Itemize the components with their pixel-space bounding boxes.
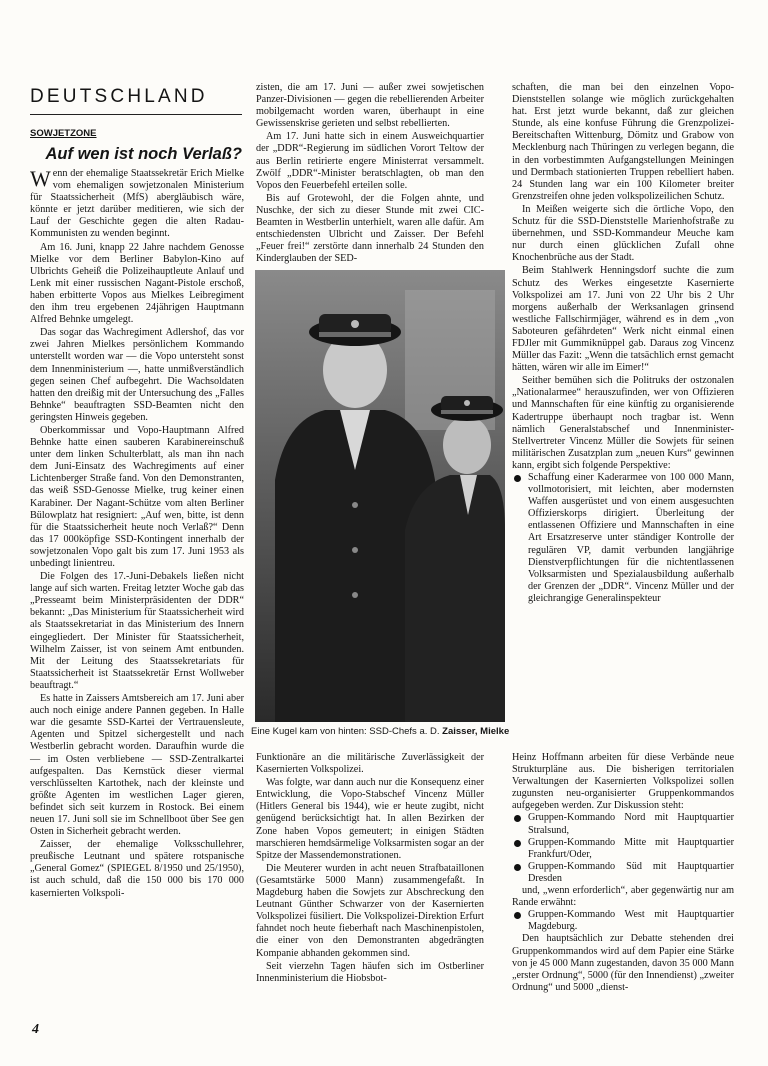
paragraph: schaften, die man bei den einzelnen Vopo-Dienststellen solange wie möglich zurückgehalten hat. Erst jetzt wurde bekannt, daß zur gleichen Stunde, als eine konfuse Führung die Grenzpolizei-Bereitschaften Wittenburg, Dömitz und Grabow von Mecklenburg nach Thüringen zu verlegen begann, die in den vorbestimmten Aufgangstellungen Meiningen und Dermbach stationierten Truppen rebelliert haben. 24 Stunden lang war ein 100 Kilometer breiter Grenzstreifen ohne jeden volkspolizeilichen Schutz. <box>512 82 734 202</box>
headline: Auf wen ist noch Verlaß? <box>45 145 242 163</box>
article-column-2-top <box>256 82 484 265</box>
paragraph: Den hauptsächlich zur Debatte stehenden drei Gruppenkommandos wird auf dem Papier eine Stärke von je 45 000 Mann zugestanden, davon 35 000 Mann „erster Ordnung“, 5000 (für den Innendienst) „zweiter Ordnung“ und 5000 „dienst- <box>512 933 734 993</box>
bullet-item: Gruppen-Kommando Süd mit Hauptquartier Dresden <box>512 861 734 885</box>
paragraph: Seither bemühen sich die Politruks der ostzonalen „Nationalarmee“ herauszufinden, wer von Offizieren und Mannschaften für eine künftig zu organisierende Kadertruppe überhaupt noch tragbar ist. Wenn nämlich Generalstabschef und Innenminister-Stellvertreter Vincenz Müller die Sowjets für seinen militärischen Zusatzplan zum „neuen Kurs“ gewinnen kann, ergibt sich folgende Perspektive: <box>512 375 734 471</box>
press-photo <box>255 270 505 722</box>
bullet-item: Gruppen-Kommando Nord mit Hauptquartier Stralsund, <box>512 812 734 836</box>
paragraph: und, „wenn erforderlich“, aber gegenwärtig nur am Rande erwähnt: <box>512 885 734 909</box>
paragraph: Was folgte, war dann auch nur die Konsequenz einer Entwicklung, die Vopo-Stabschef Vincenz Müller (Hitlers General bis 1944), wie er heute zugibt, nicht genügend berücksichtigt hat. In allen Bezirken der Zone haben Vopos gemeutert; in einigen Städten marschieren hemdsärmelige Volksarmisten sogar an der Spitze der Massendemonstrationen. <box>256 777 484 861</box>
section-title: DEUTSCHLAND <box>30 86 208 107</box>
bullet-item: Schaffung einer Kaderarmee von 100 000 Mann, vollmotorisiert, mit leichten, aber modernsten Waffen ausgerüstet und von einem ausgesuchten Offizierskorps dirigiert. Überleitung der entlassenen Offiziere und Mannschaften in eine Art Ersatzreserve unter ständiger Kontrolle der regulären VP, damit verbunden langjährige Dienstverpflichtungen für die nichtentlassenen Volksarmisten und Spezialausbildung außerhalb der Grenzen der „DDR“. Vincenz Müller und der gleichrangige Generalinspekteur <box>512 472 734 605</box>
article-column-2-bottom <box>256 752 484 985</box>
bullet-item: Gruppen-Kommando Mitte mit Hauptquartier Frankfurt/Oder, <box>512 837 734 861</box>
paragraph: Bis auf Grotewohl, der die Folgen ahnte, und Nuschke, der sich zu dieser Stunde mit zwei CIC-Beamten in Westberlin unterhielt, waren alle dafür. Am entschiedensten Ulbricht und Zaisser. Der Befehl „Feuer frei!“ zerstörte dann innerhalb 24 Stunden den Kinderglauben der SED- <box>256 192 484 265</box>
paragraph: enn der ehemalige Staatssekretär Erich Mielke vom ehemaligen sowjetzonalen Ministerium für Staatssicherheit (MfS) abergläubisch wäre, könnte er jetzt darüber meditieren, wie sich der Lauf der Geschichte gegen die alten Radau-Kommunisten zu wenden beginnt. <box>30 168 244 240</box>
drop-cap: W <box>30 166 51 191</box>
article-column-3-top <box>512 82 734 605</box>
section-rule <box>30 114 242 115</box>
page-number: 4 <box>32 1022 39 1037</box>
paragraph: zisten, die am 17. Juni — außer zwei sowjetischen Panzer-Divisionen — gegen die rebellierenden Arbeiter mobilgemacht worden waren, überhaupt in eine Gewissenskrise gerieten und selbst rebellierten. <box>256 82 484 130</box>
paragraph: Zaisser, der ehemalige Volksschullehrer, preußische Leutnant und spätere rotspanische „General Gomez“ (SPIEGEL 8/1950 und 25/1950), ist auch schuld, daß die 150 000 bis 170 000 kasernierten Volkspoli- <box>30 839 244 899</box>
paragraph: Am 16. Juni, knapp 22 Jahre nachdem Genosse Mielke vor dem Berliner Babylon-Kino auf Ulbrichts Geheiß die Polizeihauptleute Anlauf und Lenk mit einer russischen Nagant-Pistole erschoß, haben erbitterte Vopos aus Mielkes Leibregiment den ihm treu ergebenen 24jährigen Hauptmann Alfred Behnke umgelegt. <box>30 241 244 326</box>
paragraph: Beim Stahlwerk Henningsdorf suchte die zum Schutz des Werkes eingesetzte Kasernierte Volkspolizei am 17. Juni von 22 Uhr bis 2 Uhr morgens außerhalb der Werksanlagen grinsend westliche Fallschirmjäger, während es in dem „von Saboteuren gefährdeten“ Werk nicht einmal einen FDJler mit Gummiknüppel gab. Daraus zog Vincenz Müller das Fazit: „Wenn die tatsächlich ernst gemacht hätten, wären wir alle im Eimer!“ <box>512 265 734 374</box>
paragraph: Seit vierzehn Tagen häufen sich im Ostberliner Innenministerium die Hiobsbot- <box>256 960 484 984</box>
caption-names: Zaisser, Mielke <box>442 726 510 737</box>
paragraph: Oberkommissar und Vopo-Hauptmann Alfred Behnke hatte einen sauberen Karabinereinschuß unter dem linken Schulterblatt, als man ihn nach dem Juni-Einsatz des Wachregiments auf einer Lichtenberger Straße fand. Von den Demonstranten, das weiß SSD-Genosse Mielke, trug keiner einen Karabiner. Der Nagant-Schütze vom alten Berliner Bülowplatz hat resigniert: „Auf wen, bitte, ist denn für die Staatssicherheit heute noch Verlaß?“ Denn das 17 000köpfige SSD-Kontingent innerhalb der sowjetzonalen Vopo galt bis zum 17. Juni 1953 als unbedingt linientreu. <box>30 424 244 569</box>
paragraph: In Meißen weigerte sich die örtliche Vopo, den Schutz für die SSD-Dienststelle Marienhofstraße zu übernehmen, und SSD-Kommandeur Meuche kam nur durch einen glücklichen Zufall ohne Knochenbrüche aus der Stadt. <box>512 203 734 264</box>
paragraph: Heinz Hoffmann arbeiten für diese Verbände neue Strukturpläne aus. Die bisherigen territorialen Verwaltungen der Kasernierten Volkspolizei sollen zugunsten neu-organisierter Gruppenkommandos aufgegeben werden. Zur Diskussion steht: <box>512 752 734 812</box>
paragraph: Es hatte in Zaissers Amtsbereich am 17. Juni aber auch noch einige andere Pannen gegeben. In Halle war die gesamte SSD-Kartei der Vertrauensleute, Agenten und Spitzel sichergestellt und nach Westberlin gebracht worden. Daraufhin wurde die — im Osten verbliebene — SSD-Zentralkartei aufgespalten. Das Kernstück dieser viermal verschlüsselten Kartothek, nach der kleinste und größte Agenten im westlichen Lager gieren, befindet sich seit kurzem in Rostock. Bei einem neuen 17. Juni soll sie im Schnellboot über See gen Osten in Sicherheit gebracht werden. <box>30 693 244 838</box>
photo-illustration <box>255 270 505 722</box>
paragraph: Die Folgen des 17.-Juni-Debakels ließen nicht lange auf sich warten. Freitag letzter Woche gab das „Presseamt beim Ministerpräsidenten der DDR“ bekannt: „Das Ministerium für Staatssicherheit wird als Staatssekretariat in das Ministerium des Innern eingegliedert. Der Minister für Staatssicherheit, Wilhelm Zaisser, ist von seinem Amt entbunden. Mit der Leitung des Staatssekretariats für Staatssicherheit ist Staatssekretär Ernst Wollweber beauftragt.“ <box>30 571 244 691</box>
paragraph: Die Meuterer wurden in acht neuen Strafbataillonen (Gesamtstärke 5000 Mann) zusammengefaßt. In Magdeburg haben die Sowjets zur Abschreckung den Leutnant Günther Schwarzer von der Kasernierten Volkspolizei füsiliert. Die Volkspolizei-Direktion Erfurt fahndet noch heute fieberhaft nach Maschinenpistolen, die einer von den Demonstranten abgedrängten Kompanie abhanden gekommen sind. <box>256 862 484 959</box>
paragraph: Das sogar das Wachregiment Adlershof, das vor zwei Jahren Mielkes persönlichem Kommando unterstellt worden war — die Vopo untersteht sonst dem Innenministerium —, hatte unmißverständlich gegen seinen Chef aufbegehrt. Die Wachsoldaten hatten den dreißig mit der Untersuchung des „Falles Behnke“ beauftragten SSD-Beamten nicht den geringsten Hinweis gegeben. <box>30 327 244 423</box>
caption-text: Eine Kugel kam von hinten: SSD-Chefs a. D. <box>251 726 443 737</box>
photo-caption <box>251 726 513 737</box>
bullet-item: Gruppen-Kommando West mit Hauptquartier Magdeburg. <box>512 909 734 933</box>
paragraph: Funktionäre an die militärische Zuverlässigkeit der Kasernierten Volkspolizei. <box>256 752 484 776</box>
article-column-3-bottom <box>512 752 734 994</box>
paragraph: Am 17. Juni hatte sich in einem Ausweichquartier der „DDR“-Regierung im südlichen Vorort Teltow der aus Berlin retirierte engere Ministerrat versammelt. Zwölf „DDR“-Minister beratschlagten, ob man den Vopos den Feuerbefehl erteilen solle. <box>256 131 484 191</box>
article-column-1 <box>30 168 244 900</box>
kicker: SOWJETZONE <box>30 128 97 139</box>
